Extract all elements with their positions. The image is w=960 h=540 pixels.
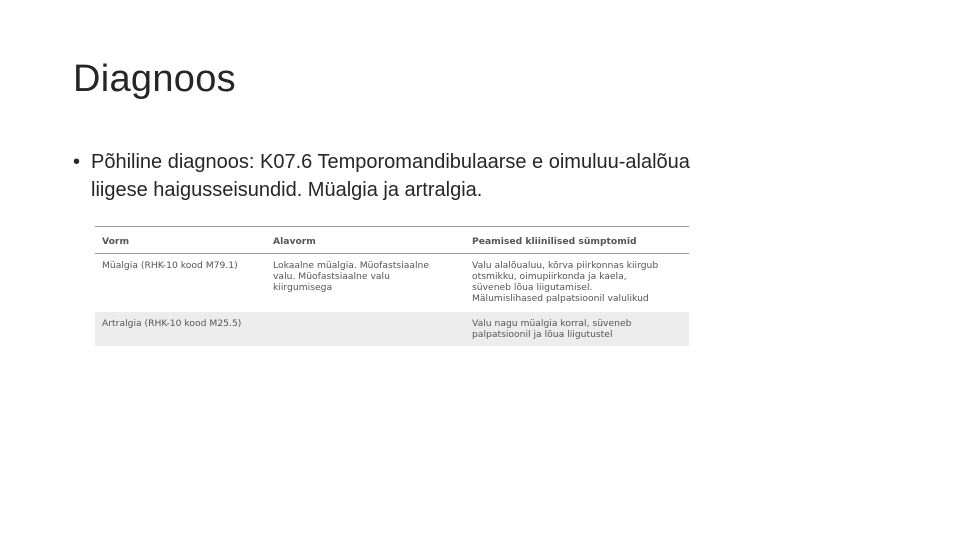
bullet-line-2: liigese haigusseisundid. Müalgia ja artralgia. [91, 179, 483, 201]
table-row [95, 254, 689, 312]
cell-alavorm [266, 312, 465, 346]
table-row [95, 312, 689, 346]
cell-symptomid: Valu nagu müalgia korral, süveneb palpatsioonil ja lõua liigutustel [472, 317, 632, 340]
cell-alavorm: Lokaalne müalgia. Müofastsiaalne valu. Müofastsiaalne valu kiirgumisega [273, 260, 430, 293]
table-header-row [95, 227, 689, 254]
cell-symptomid: Valu alalõualuu, kõrva piirkonnas kiirgub otsmikku, oimupiirkonda ja kaela, süveneb lõua liigutamisel. Mälumislihased palpatsioonil valulikud [472, 260, 659, 304]
bullet-marker: • [73, 151, 81, 173]
header-vorm: Vorm [102, 236, 130, 247]
diagnosis-table-image [95, 226, 689, 344]
bullet-text [91, 148, 893, 204]
diagnosis-table [95, 226, 689, 346]
cell-vorm: Artralgia (RHK-10 kood M25.5) [102, 317, 242, 329]
header-alavorm: Alavorm [273, 236, 316, 247]
cell-vorm: Müalgia (RHK-10 kood M79.1) [102, 260, 238, 271]
bullet-list [73, 148, 893, 204]
bullet-line-1: Põhiline diagnoos: K07.6 Temporomandibulaarse e oimuluu-alalõua [91, 151, 690, 173]
slide-title: Diagnoos [73, 58, 236, 100]
header-symptomid: Peamised kliinilised sümptomid [472, 236, 637, 247]
bullet-item [73, 148, 893, 204]
